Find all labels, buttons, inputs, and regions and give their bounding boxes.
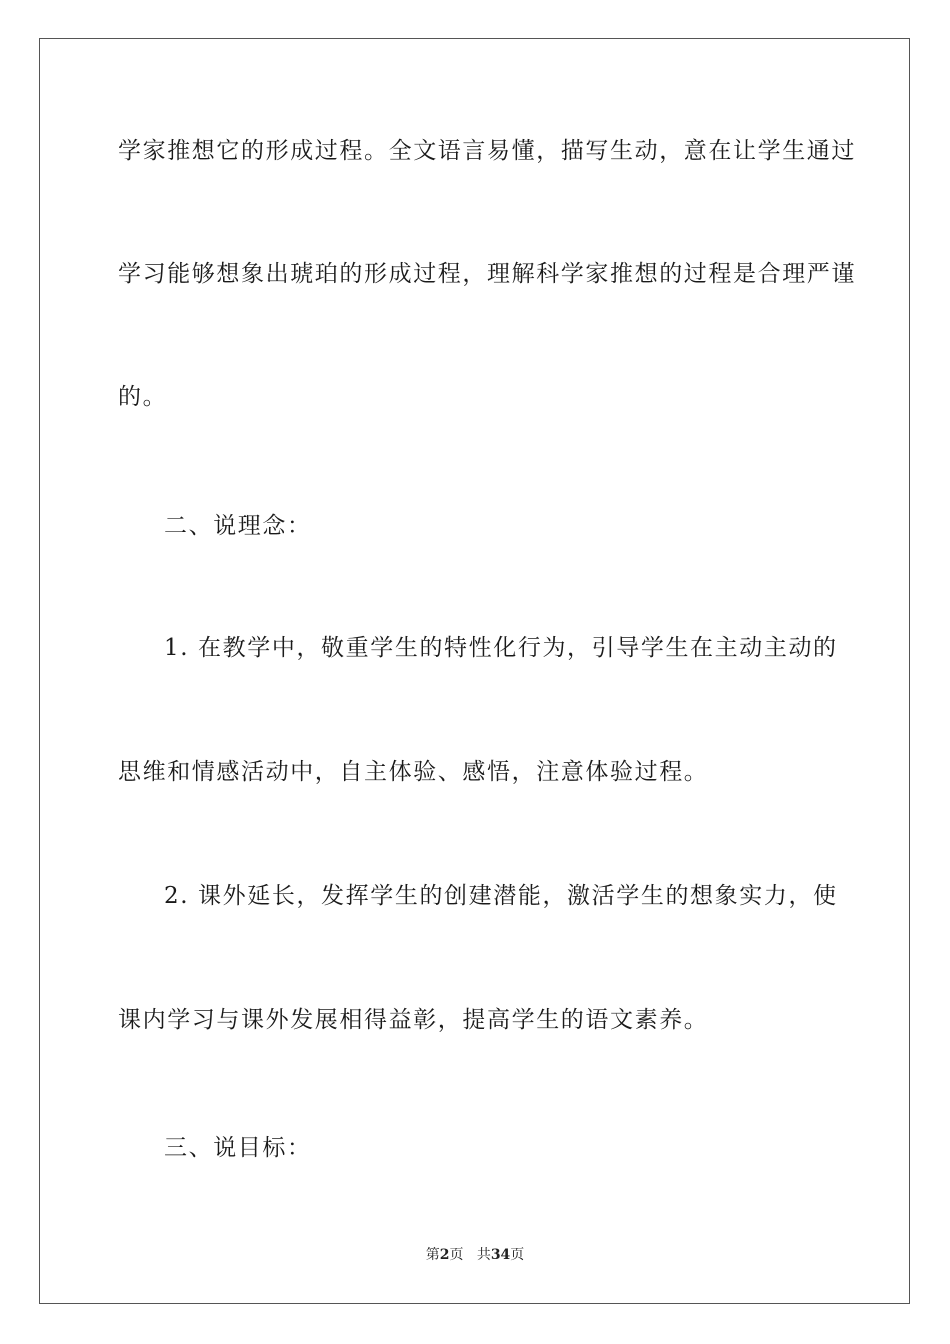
total-prefix: 共 [476, 1247, 491, 1263]
page-prefix: 第 [425, 1247, 440, 1263]
body-text-line: 的。 [118, 384, 168, 410]
page-suffix: 页 [449, 1247, 464, 1263]
section-heading-concept: 二、说理念： [164, 513, 312, 539]
total-suffix: 页 [510, 1247, 525, 1263]
page-number: 2 [439, 1247, 450, 1263]
body-text-line: 学习能够想象出琥珀的形成过程，理解科学家推想的过程是合理严谨 [118, 261, 856, 287]
page-border [39, 38, 910, 1304]
body-text-line: 课内学习与课外发展相得益彰，提高学生的语文素养。 [118, 1007, 709, 1033]
section-heading-goals: 三、说目标： [164, 1135, 312, 1161]
body-text-line: 思维和情感活动中，自主体验、感悟，注意体验过程。 [118, 759, 709, 785]
body-text-line: 2. 课外延长，发挥学生的创建潜能，激活学生的想象实力，使 [164, 883, 838, 909]
body-text-line: 学家推想它的形成过程。全文语言易懂，描写生动，意在让学生通过 [118, 138, 856, 164]
page-footer [0, 1245, 950, 1265]
body-text-line: 1. 在教学中，敬重学生的特性化行为，引导学生在主动主动的 [164, 635, 838, 661]
total-pages: 34 [490, 1247, 511, 1263]
